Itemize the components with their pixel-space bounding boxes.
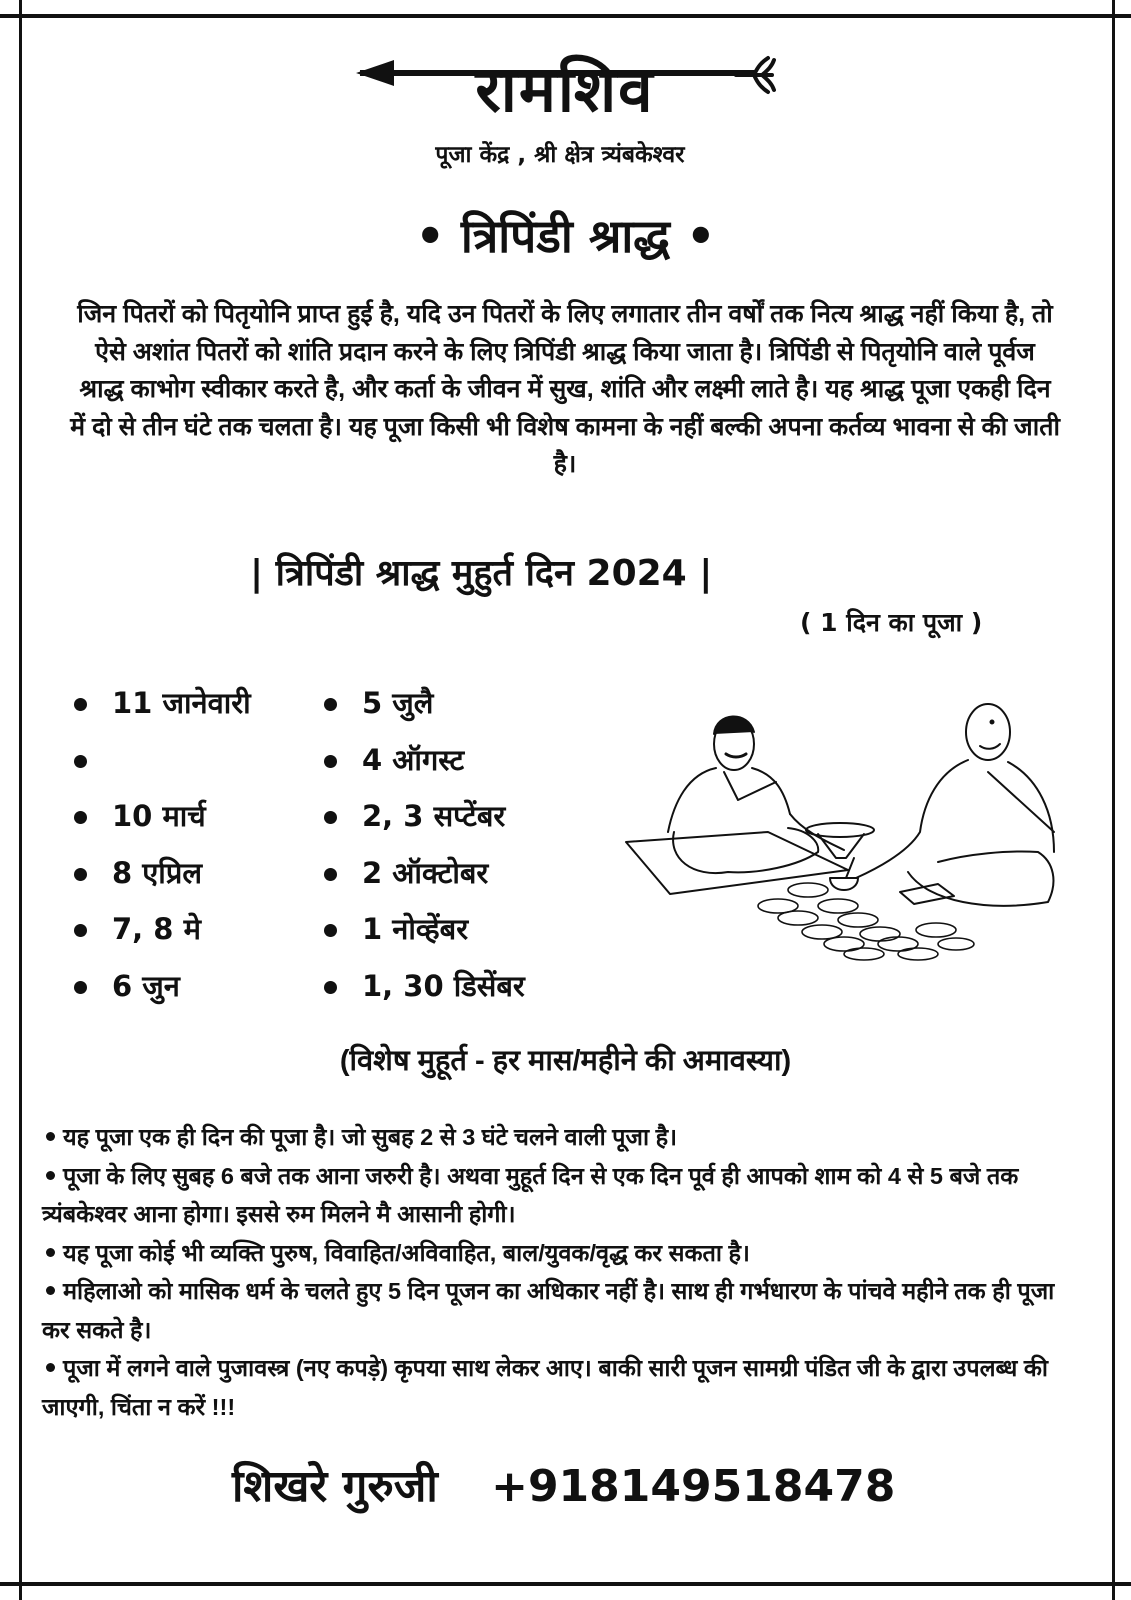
bottom-border: [0, 1582, 1131, 1586]
bullet-icon: [46, 1132, 55, 1141]
date-item: 1, 30 डिसेंबर: [320, 963, 600, 1020]
brand-logo: [340, 50, 780, 180]
bullet-icon: [46, 1286, 55, 1295]
instruction-item: यह पूजा कोई भी व्यक्ति पुरुष, विवाहित/अविवाहित, बाल/युवक/वृद्ध कर सकता है।: [42, 1234, 1082, 1273]
bullet-icon: [46, 1248, 55, 1257]
date-item: 8 एप्रिल: [70, 850, 320, 907]
special-muhurat-note: (विशेष मुहूर्त - हर मास/महीने की अमावस्या): [339, 1045, 792, 1077]
date-item: 1 नोव्हेंबर: [320, 906, 600, 963]
date-item: 6 जुन: [70, 963, 320, 1020]
contact-phone[interactable]: +918149518478: [491, 1461, 896, 1512]
arrow-head-icon: [356, 60, 394, 86]
dates-list-right: [320, 680, 600, 1019]
shraddha-illustration: [608, 682, 1058, 962]
date-item: 7, 8 मे: [70, 906, 320, 963]
dates-list-left: [70, 680, 320, 1019]
brand-name: रामशिव: [475, 53, 655, 126]
date-item: 10 मार्च: [70, 793, 320, 850]
date-item: [70, 737, 320, 794]
date-item: 11 जानेवारी: [70, 680, 320, 737]
date-item: 5 जुलै: [320, 680, 600, 737]
top-border: [0, 14, 1131, 18]
trident-icon: [732, 52, 776, 96]
duration-note: ( 1 दिन का पूजा ): [800, 608, 983, 637]
instruction-item: महिलाओ को मासिक धर्म के चलते हुए 5 दिन पूजन का अधिकार नहीं है। साथ ही गर्भधारण के पांचवे महीने तक ही पूजा कर सकते है।: [42, 1278, 1055, 1343]
contact-name: शिखरे गुरुजी: [232, 1461, 438, 1512]
intro-paragraph: जिन पितरों को पितृयोनि प्राप्त हुई है, यदि उन पितरों के लिए लगातार तीन वर्षों तक नित्य श्राद्ध नहीं किया है, तो ऐसे अशांत पितरों को शांति प्रदान करने के लिए त्रिपिंडी श्राद्ध किया जाता है। त्रिपिंडी से पितृयोनि वाले पूर्वज श्राद्ध काभोग स्वीकार करते है, और कर्ता के जीवन में सुख, शांति और लक्ष्मी लाते है। यह श्राद्ध पूजा एकही दिन में दो से तीन घंटे तक चलता है। यह पूजा किसी भी विशेष कामना के नहीं बल्की अपना कर्तव्य भावना से की जाती है।: [70, 300, 1060, 478]
muhurat-heading: | त्रिपिंडी श्राद्ध मुहुर्त दिन 2024 |: [250, 553, 713, 594]
page-title: • त्रिपिंडी श्राद्ध •: [415, 209, 716, 263]
instruction-item: पूजा के लिए सुबह 6 बजे तक आना जरुरी है। अथवा मुहूर्त दिन से एक दिन पूर्व ही आपको शाम को 4 से 5 बजे तक त्र्यंबकेश्वर आना होगा। इससे रुम मिलने मै आसानी होगी।: [42, 1162, 1019, 1227]
contact-line: [232, 1456, 932, 1518]
instruction-item: यह पूजा एक ही दिन की पूजा है। जो सुबह 2 से 3 घंटे चलने वाली पूजा है।: [42, 1118, 1082, 1157]
instruction-item: पूजा में लगने वाले पुजावस्त्र (नए कपड़े) कृपया साथ लेकर आए। बाकी सारी पूजन सामग्री पंडित जी के द्वारा उपलब्ध की जाएगी, चिंता न करें !!!: [42, 1355, 1049, 1420]
bullet-icon: [46, 1171, 55, 1180]
date-item: 2 ऑक्टोबर: [320, 850, 600, 907]
date-item: 2, 3 सप्टेंबर: [320, 793, 600, 850]
bullet-icon: [46, 1363, 55, 1372]
instructions-list: [42, 1118, 1082, 1426]
brand-subtitle: पूजा केंद्र , श्री क्षेत्र त्र्यंबकेश्वर: [435, 142, 685, 168]
date-item: 4 ऑगस्ट: [320, 737, 600, 794]
